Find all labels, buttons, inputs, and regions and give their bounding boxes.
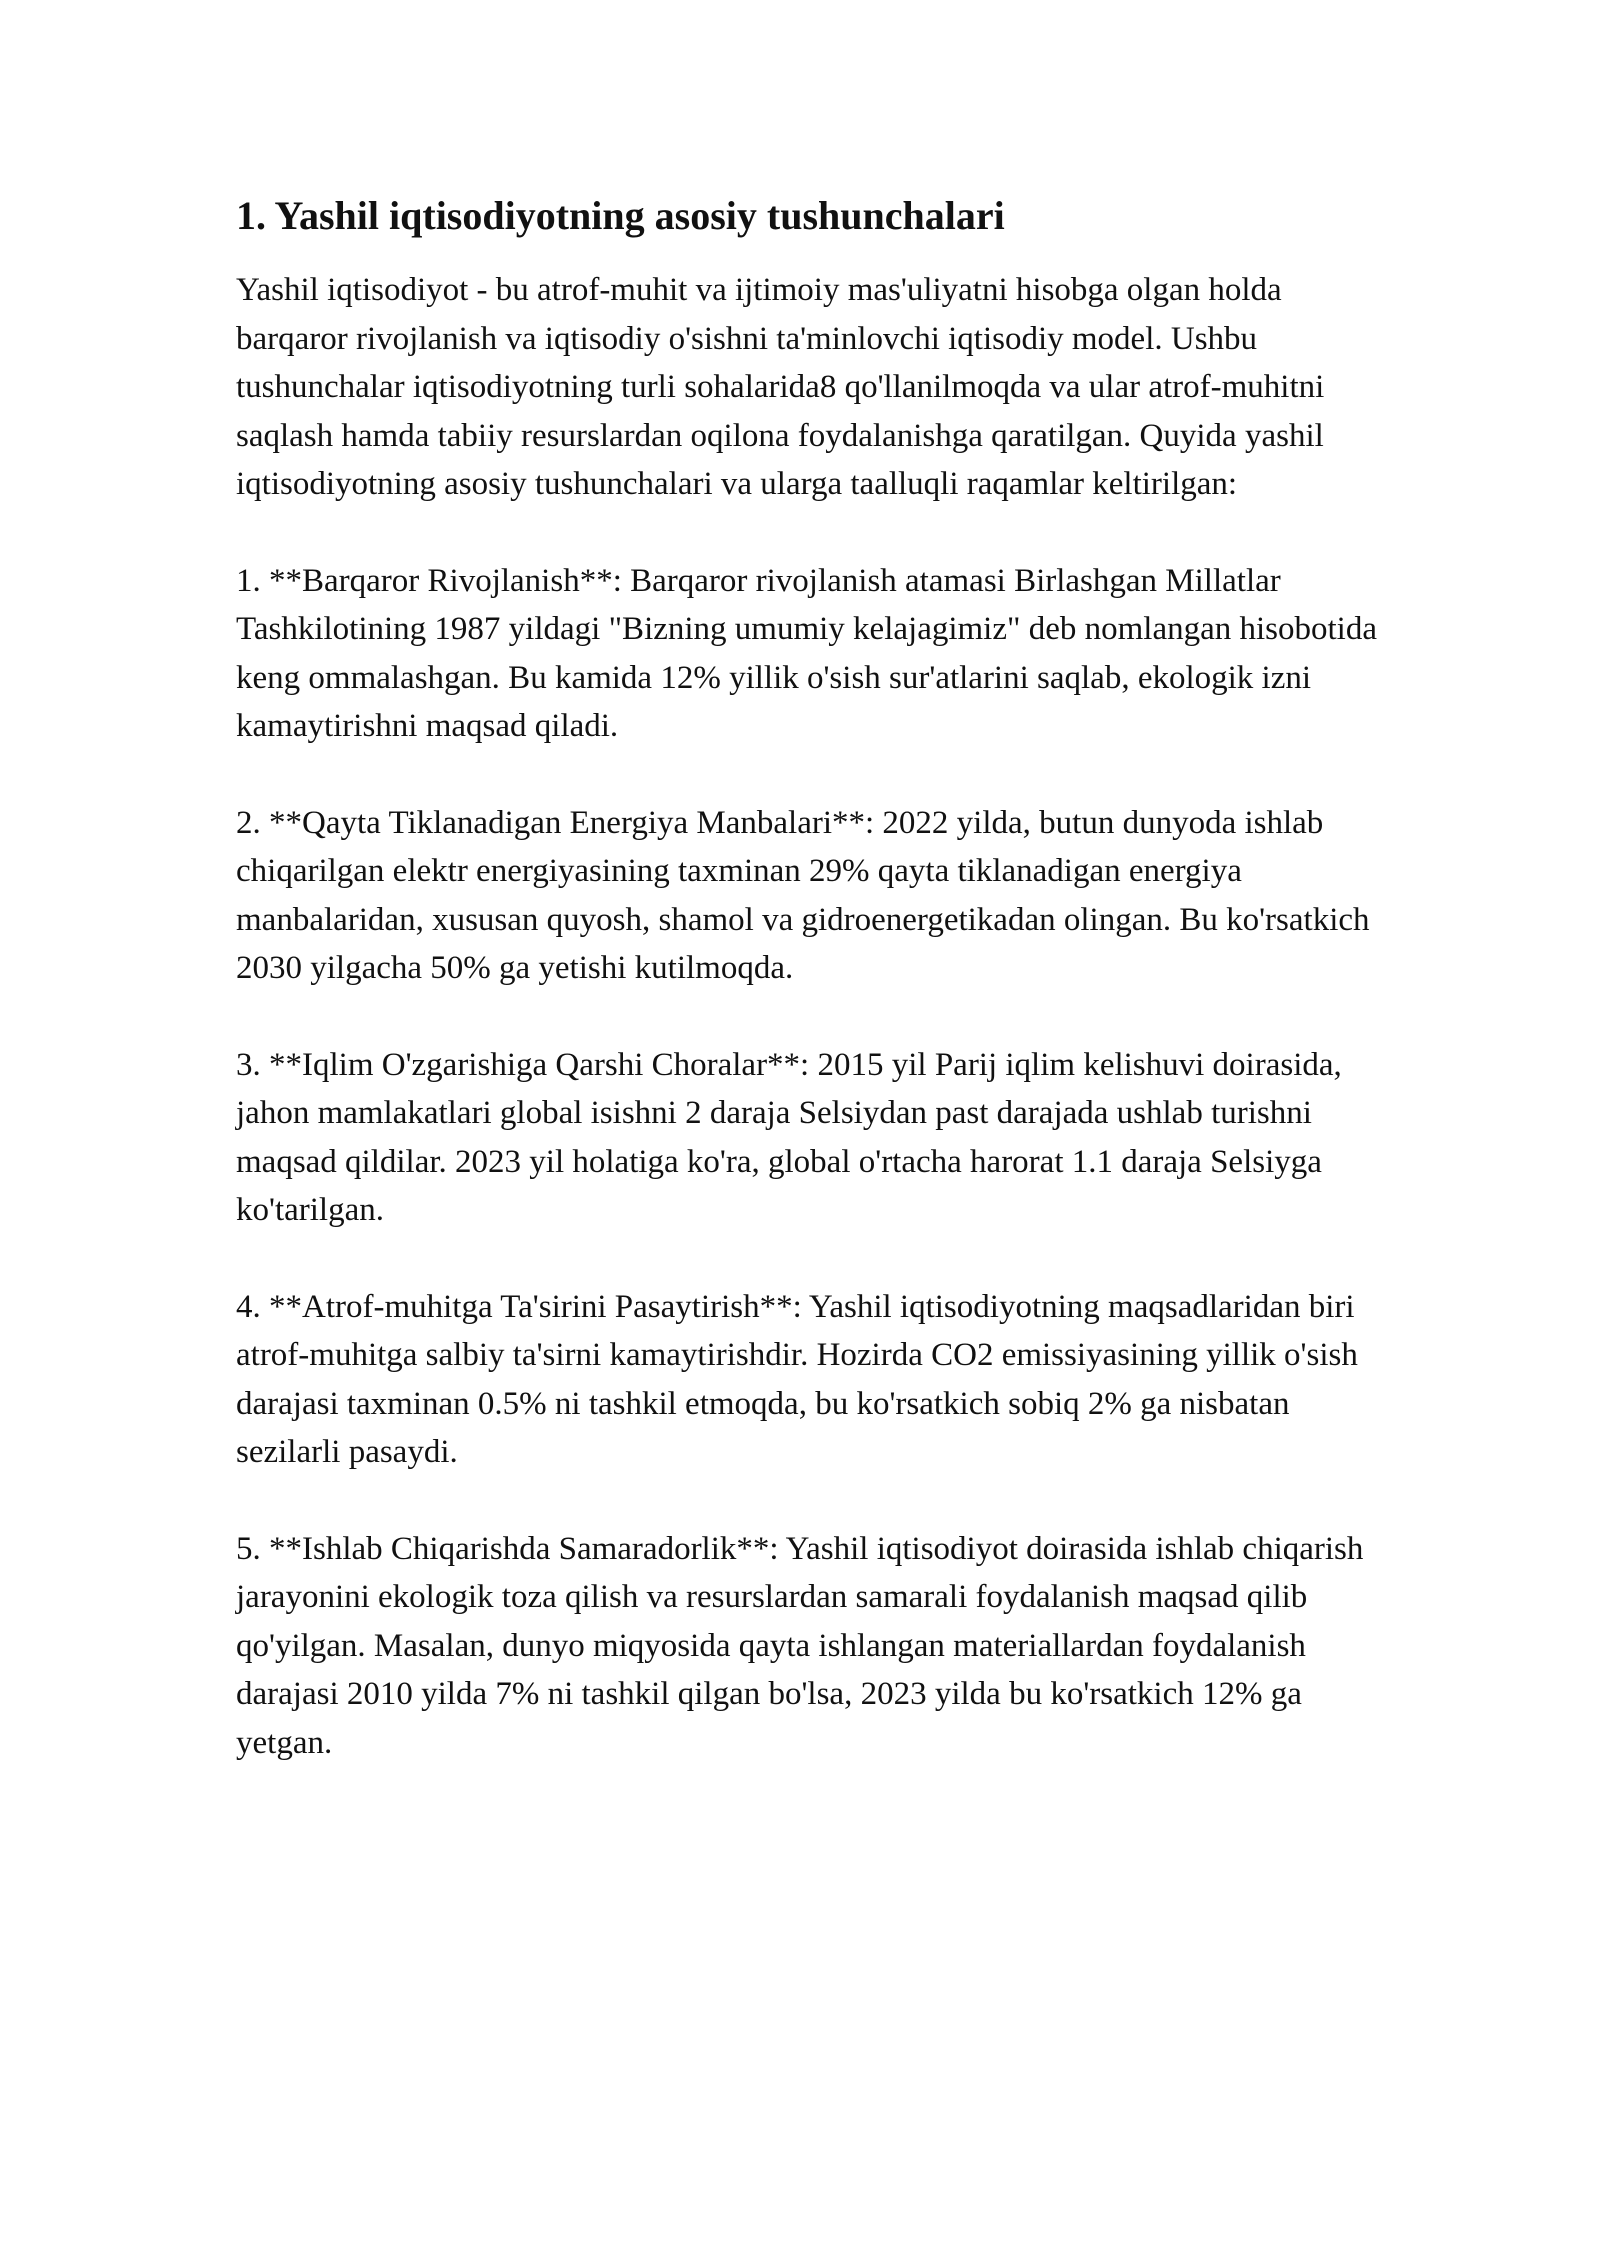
concept-paragraph-3: 3. **Iqlim O'zgarishiga Qarshi Choralar**: 2015 yil Parij iqlim kelishuvi doirasida, jahon mamlakatlari global isishni 2 daraja Selsiydan past darajada ushlab turishni maqsad qildilar. 2023 yil holatiga ko'ra, global o'rtacha harorat 1.1 daraja Selsiyga ko'tarilgan. [236, 1046, 1342, 1228]
intro-paragraph: Yashil iqtisodiyot - bu atrof-muhit va ijtimoiy mas'uliyatni hisobga olgan holda barqaror rivojlanish va iqtisodiy o'sishni ta'minlovchi iqtisodiy model. Ushbu tushunchalar iqtisodiyotning turli sohalarida8 qo'llanilmoqda va ular atrof-muhitni saqlash hamda tabiiy resurslardan oqilona foydalanishga qaratilgan. Quyida yashil iqtisodiyotning asosiy tushunchalari va ularga taalluqli raqamlar keltirilgan: [236, 272, 1325, 502]
page-title: 1. Yashil iqtisodiyotning asosiy tushunchalari [236, 193, 1005, 238]
document-body [236, 188, 1396, 1767]
concept-paragraph-1: 1. **Barqaror Rivojlanish**: Barqaror rivojlanish atamasi Birlashgan Millatlar Tashkilotining 1987 yildagi "Bizning umumiy kelajagimiz" deb nomlangan hisobotida keng ommalashgan. Bu kamida 12% yillik o'sish sur'atlarini saqlab, ekologik izni kamaytirishni maqsad qiladi. [236, 562, 1377, 744]
concept-paragraph-2: 2. **Qayta Tiklanadigan Energiya Manbalari**: 2022 yilda, butun dunyoda ishlab chiqarilgan elektr energiyasining taxminan 29% qayta tiklanadigan energiya manbalaridan, xususan quyosh, shamol va gidroenergetikadan olingan. Bu ko'rsatkich 2030 yilgacha 50% ga yetishi kutilmoqda. [236, 804, 1370, 986]
concept-paragraph-4: 4. **Atrof-muhitga Ta'sirini Pasaytirish**: Yashil iqtisodiyotning maqsadlaridan biri atrof-muhitga salbiy ta'sirni kamaytirishdir. Hozirda CO2 emissiyasining yillik o'sish darajasi taxminan 0.5% ni tashkil etmoqda, bu ko'rsatkich sobiq 2% ga nisbatan sezilarli pasaydi. [236, 1288, 1358, 1470]
concept-paragraph-5: 5. **Ishlab Chiqarishda Samaradorlik**: Yashil iqtisodiyot doirasida ishlab chiqarish jarayonini ekologik toza qilish va resurslardan samarali foydalanish maqsad qilib qo'yilgan. Masalan, dunyo miqyosida qayta ishlangan materiallardan foydalanish darajasi 2010 yilda 7% ni tashkil qilgan bo'lsa, 2023 yilda bu ko'rsatkich 12% ga yetgan. [236, 1530, 1364, 1761]
